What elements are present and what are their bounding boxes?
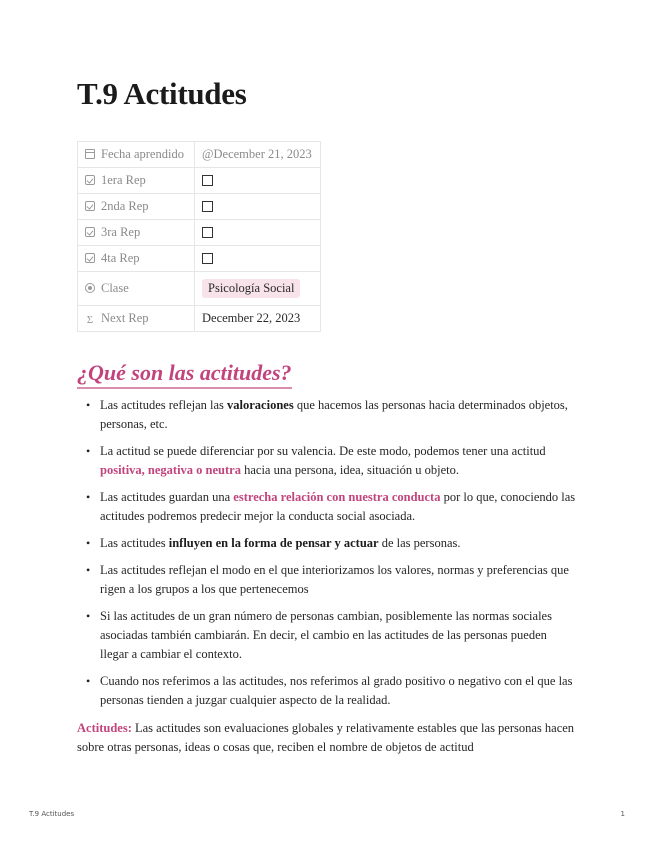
property-label <box>78 142 195 168</box>
checkbox-property-icon <box>85 201 95 211</box>
property-row <box>78 142 321 168</box>
class-tag[interactable]: Psicología Social <box>202 279 300 298</box>
property-row <box>78 220 321 246</box>
page-number: 1 <box>620 810 625 818</box>
next-rep-value: December 22, 2023 <box>195 306 321 332</box>
property-row <box>78 272 321 306</box>
checkbox-3ra-rep[interactable] <box>202 227 213 238</box>
property-label <box>78 272 195 306</box>
property-name: 3ra Rep <box>101 225 141 239</box>
checkbox-2nda-rep[interactable] <box>202 201 213 212</box>
checkbox-property-icon <box>85 175 95 185</box>
date-value[interactable]: @December 21, 2023 <box>195 142 321 168</box>
property-name: 4ta Rep <box>101 251 140 265</box>
property-name: 2nda Rep <box>101 199 149 213</box>
checkbox-1era-rep[interactable] <box>202 175 213 186</box>
property-row <box>78 246 321 272</box>
property-name: Clase <box>101 281 129 295</box>
list-item: • Las actitudes guardan una estrecha relación con nuestra conducta por lo que, conociendo las actitudes podremos predecir mejor la conducta social asociada. <box>100 488 577 526</box>
list-item: • Las actitudes reflejan el modo en el que interiorizamos los valores, normas y preferencias que rigen a los grupos a los que pertenecemos <box>100 561 577 599</box>
property-name: Fecha aprendido <box>101 147 184 161</box>
select-icon <box>85 283 95 293</box>
checkbox-4ta-rep[interactable] <box>202 253 213 264</box>
property-label <box>78 220 195 246</box>
list-item: • Cuando nos referimos a las actitudes, nos referimos al grado positivo o negativo con el que las personas tienden a juzgar cualquier aspecto de la realidad. <box>100 672 577 710</box>
checkbox-property-icon <box>85 253 95 263</box>
properties-table <box>77 141 321 332</box>
property-label <box>78 168 195 194</box>
highlight-text: positiva, negativa o neutra <box>100 463 241 477</box>
property-row <box>78 306 321 332</box>
property-row <box>78 194 321 220</box>
definition-term: Actitudes: <box>77 721 132 735</box>
section-heading: ¿Qué son las actitudes? <box>77 360 292 389</box>
highlight-text: estrecha relación con nuestra conducta <box>233 490 441 504</box>
checkbox-property-icon <box>85 227 95 237</box>
property-value <box>195 272 321 306</box>
calendar-icon <box>85 149 95 159</box>
property-value <box>195 168 321 194</box>
property-value <box>195 246 321 272</box>
footer-title: T.9 Actitudes <box>29 810 75 818</box>
bold-text: influyen en la forma de pensar y actuar <box>168 536 379 550</box>
bold-text: valoraciones <box>227 398 294 412</box>
property-name: Next Rep <box>101 311 149 325</box>
page-title: T.9 Actitudes <box>77 76 247 111</box>
property-name: 1era Rep <box>101 173 146 187</box>
property-row <box>78 168 321 194</box>
property-label <box>78 306 195 332</box>
list-item: • Las actitudes influyen en la forma de pensar y actuar de las personas. <box>100 534 577 553</box>
bullet-list <box>77 396 577 718</box>
formula-sigma-icon: Σ <box>86 314 94 326</box>
property-label <box>78 246 195 272</box>
list-item: • Las actitudes reflejan las valoraciones que hacemos las personas hacia determinados objetos, personas, etc. <box>100 396 577 434</box>
list-item: • Si las actitudes de un gran número de personas cambian, posiblemente las normas sociales asociadas también cambiarán. En decir, el cambio en las actitudes de las personas pueden llegar a cambiar el contexto. <box>100 607 577 664</box>
property-value <box>195 220 321 246</box>
property-value <box>195 194 321 220</box>
definition-paragraph: Actitudes: Las actitudes son evaluaciones globales y relativamente estables que las personas hacen sobre otras personas, ideas o cosas que, reciben el nombre de objetos de actitud <box>77 721 575 754</box>
property-label <box>78 194 195 220</box>
list-item: • La actitud se puede diferenciar por su valencia. De este modo, podemos tener una actitud positiva, negativa o neutra hacia una persona, idea, situación u objeto. <box>100 442 577 480</box>
